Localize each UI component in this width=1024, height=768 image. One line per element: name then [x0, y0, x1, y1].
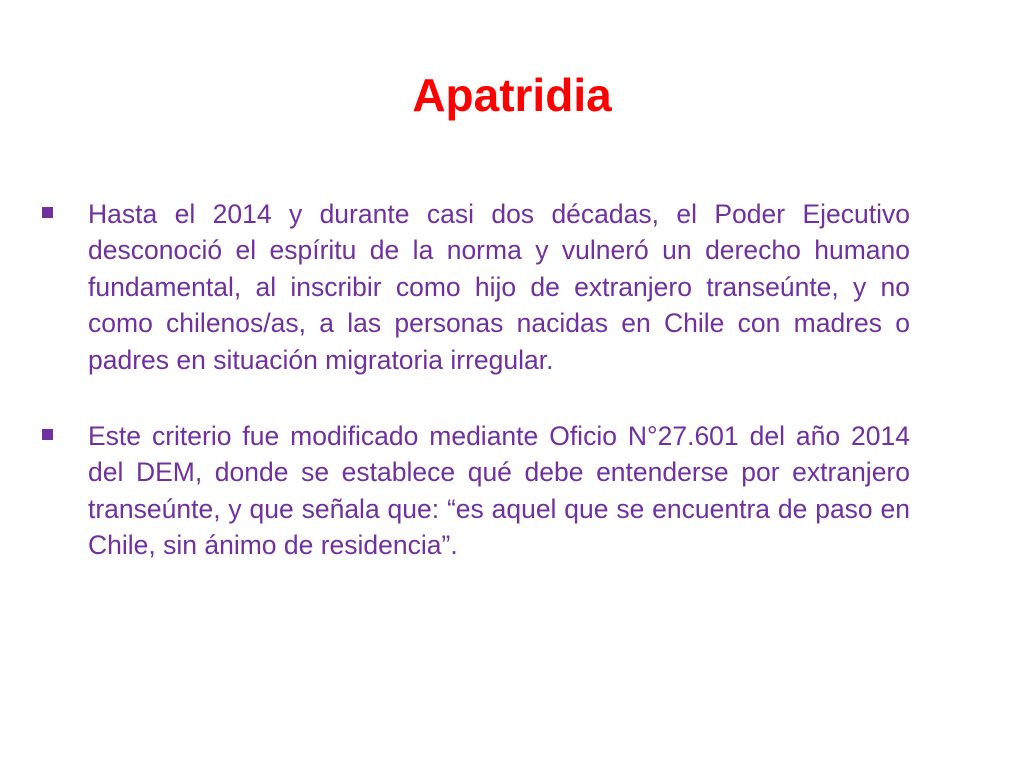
- square-bullet-icon: [42, 207, 53, 218]
- slide-title: Apatridia: [412, 69, 612, 121]
- square-bullet-icon: [42, 429, 53, 440]
- bullet-text: Hasta el 2014 y durante casi dos décadas, el Poder Ejecutivo desconoció el espíritu de la norma y vulneró un derecho humano fundamental, al inscribir como hijo de extranjero transeúnte, y no como chilenos/as, a las personas nacidas en Chile con madres o padres en situación migratoria irregular.: [88, 199, 910, 375]
- bullet-list: [38, 196, 910, 604]
- bullet-text: Este criterio fue modificado mediante Oficio N°27.601 del año 2014 del DEM, donde se establece qué debe entenderse por extranjero transeúnte, y que señala que: “es aquel que se encuentra de paso en Chile, sin ánimo de residencia”.: [88, 421, 910, 561]
- bullet-item: [38, 196, 910, 378]
- bullet-item: [38, 418, 910, 564]
